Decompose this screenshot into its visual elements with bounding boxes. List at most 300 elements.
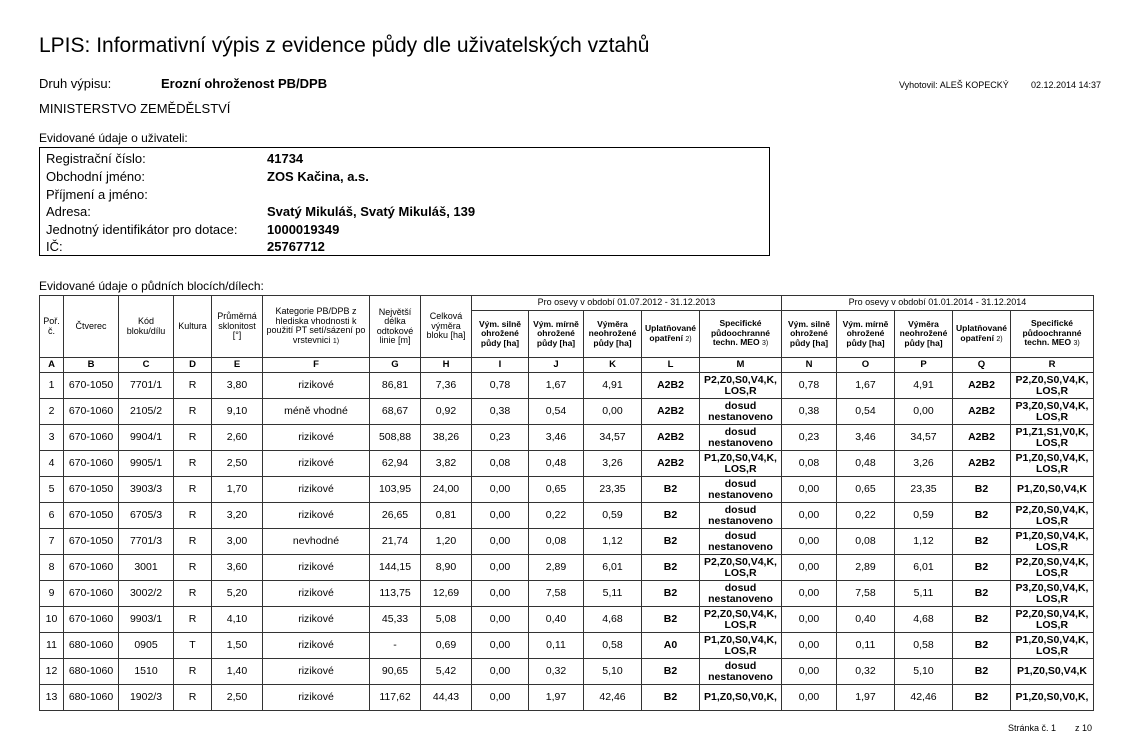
cell-uplat-2014: A2B2 [953,425,1011,451]
cell-vymera: 0,69 [421,633,472,659]
person-name-label: Příjmení a jméno: [46,187,148,202]
cell-kategorie: rizikové [263,581,370,607]
cell-kategorie: rizikové [263,607,370,633]
cell-sklon: 1,40 [212,659,263,685]
cell-neohr-2014: 0,59 [895,503,953,529]
table-row [40,529,1094,555]
cell-ctverec: 670-1060 [64,451,119,477]
cell-mirne: 0,11 [529,633,584,659]
cell-mirne-2014: 0,54 [837,399,895,425]
cell-silne-2014: 0,00 [782,581,837,607]
cell-uplat-2014: A2B2 [953,451,1011,477]
cell-kod: 0905 [119,633,174,659]
period-row [40,296,1094,311]
cell-mirne-2014: 0,08 [837,529,895,555]
page-number: Stránka č. 1 [1008,723,1057,733]
cell-sklon: 2,60 [212,425,263,451]
cell-kod: 7701/1 [119,373,174,399]
cell-uplat: B2 [642,555,700,581]
col-header-spec [700,311,782,358]
col-header-spec-2014 [1011,311,1094,358]
cell-neohr: 5,10 [584,659,642,685]
cell-delka: 113,75 [370,581,421,607]
cell-mirne: 0,08 [529,529,584,555]
col-letter: R [1011,358,1094,373]
cell-sklon: 3,60 [212,555,263,581]
cell-spec: dosud nestanoveno [700,399,782,425]
col-header-spec-2014-note: 3) [1073,340,1080,348]
cell-uplat: B2 [642,581,700,607]
identifier-value: 1000019349 [267,222,340,237]
col-header-silne-2014: Vým. silně ohrožené půdy [ha] [782,311,837,358]
cell-uplat: B2 [642,503,700,529]
cell-delka: 62,94 [370,451,421,477]
cell-neohr: 4,91 [584,373,642,399]
cell-spec-2014: P1,Z0,S0,V4,K [1011,659,1094,685]
cell-neohr-2014: 0,00 [895,399,953,425]
cell-silne-2014: 0,00 [782,633,837,659]
cell-kultura: R [174,373,212,399]
cell-kultura: R [174,399,212,425]
col-header-uplat-2014 [953,311,1011,358]
col-header-delka: Největší délka odtokové linie [m] [370,296,421,358]
cell-uplat-2014: A2B2 [953,399,1011,425]
cell-uplat: A2B2 [642,373,700,399]
cell-spec-2014: P2,Z0,S0,V4,K, LOS,R [1011,503,1094,529]
soil-blocks-table [39,295,1094,711]
cell-vymera: 12,69 [421,581,472,607]
cell-uplat: B2 [642,607,700,633]
cell-neohr: 0,59 [584,503,642,529]
cell-neohr-2014: 5,11 [895,581,953,607]
cell-kultura: R [174,607,212,633]
table-row [40,633,1094,659]
col-header-spec-2014-text: Specifické půdoochranné techn. MEO [1022,318,1082,348]
cell-spec-2014: P1,Z0,S0,V0,K, [1011,685,1094,711]
cell-mirne: 0,65 [529,477,584,503]
cell-mirne: 0,32 [529,659,584,685]
identifier-label: Jednotný identifikátor pro dotace: [46,222,238,237]
cell-ctverec: 670-1060 [64,607,119,633]
cell-uplat: A0 [642,633,700,659]
cell-sklon: 3,80 [212,373,263,399]
col-header-kultura: Kultura [174,296,212,358]
col-letter: I [472,358,529,373]
cell-kategorie: rizikové [263,477,370,503]
cell-neohr: 0,00 [584,399,642,425]
cell-vymera: 8,90 [421,555,472,581]
cell-kategorie: rizikové [263,425,370,451]
cell-delka: 68,67 [370,399,421,425]
cell-mirne: 1,67 [529,373,584,399]
table-header [40,296,1094,373]
cell-neohr-2014: 1,12 [895,529,953,555]
cell-delka: 45,33 [370,607,421,633]
cell-kategorie: rizikové [263,451,370,477]
cell-uplat: B2 [642,659,700,685]
col-header-vymera: Celková výměra bloku [ha] [421,296,472,358]
cell-mirne-2014: 0,65 [837,477,895,503]
cell-uplat: A2B2 [642,425,700,451]
cell-kod: 9904/1 [119,425,174,451]
cell-silne: 0,00 [472,477,529,503]
cell-spec-2014: P1,Z0,S0,V4,K, LOS,R [1011,633,1094,659]
cell-uplat-2014: B2 [953,477,1011,503]
cell-vymera: 0,81 [421,503,472,529]
cell-mirne: 1,97 [529,685,584,711]
cell-kultura: R [174,581,212,607]
col-header-spec-text: Specifické půdoochranné techn. MEO [710,318,771,348]
cell-delka: 21,74 [370,529,421,555]
period-header-2013: Pro osevy v období 01.07.2012 - 31.12.2013 [472,296,782,311]
cell-sklon: 2,50 [212,685,263,711]
table-body [40,373,1094,711]
registration-label: Registrační číslo: [46,151,146,166]
cell-kod: 1902/3 [119,685,174,711]
cell-spec-2014: P1,Z0,S0,V4,K [1011,477,1094,503]
cell-spec-2014: P3,Z0,S0,V4,K, LOS,R [1011,581,1094,607]
col-header-kod: Kód bloku/dílu [119,296,174,358]
cell-kod: 2105/2 [119,399,174,425]
cell-neohr: 5,11 [584,581,642,607]
cell-silne: 0,00 [472,581,529,607]
cell-uplat: B2 [642,685,700,711]
address-value: Svatý Mikuláš, Svatý Mikuláš, 139 [267,204,476,219]
user-info-box [39,147,770,256]
user-section-title: Evidované údaje o uživateli: [39,131,188,145]
ico-value: 25767712 [267,239,325,254]
report-type-label: Druh výpisu: [39,76,112,91]
cell-spec-2014: P2,Z0,S0,V4,K, LOS,R [1011,607,1094,633]
cell-sklon: 9,10 [212,399,263,425]
cell-neohr-2014: 4,68 [895,607,953,633]
cell-ctverec: 670-1050 [64,477,119,503]
cell-kod: 3903/3 [119,477,174,503]
cell-neohr: 3,26 [584,451,642,477]
table-row [40,451,1094,477]
cell-sklon: 2,50 [212,451,263,477]
cell-ctverec: 680-1060 [64,685,119,711]
cell-spec: P2,Z0,S0,V4,K, LOS,R [700,555,782,581]
col-header-spec-note: 3) [761,340,769,348]
cell-spec: dosud nestanoveno [700,529,782,555]
cell-mirne-2014: 1,97 [837,685,895,711]
cell-sklon: 1,50 [212,633,263,659]
cell-silne: 0,00 [472,633,529,659]
cell-silne-2014: 0,00 [782,607,837,633]
col-letter: N [782,358,837,373]
cell-neohr: 4,68 [584,607,642,633]
col-letter: G [370,358,421,373]
cell-neohr: 34,57 [584,425,642,451]
table-row [40,477,1094,503]
cell-spec: P2,Z0,S0,V4,K, LOS,R [700,607,782,633]
cell-silne-2014: 0,00 [782,529,837,555]
cell-uplat-2014: B2 [953,685,1011,711]
cell-por: 4 [40,451,64,477]
col-letter: J [529,358,584,373]
cell-vymera: 24,00 [421,477,472,503]
cell-silne: 0,38 [472,399,529,425]
cell-ctverec: 670-1050 [64,503,119,529]
cell-silne-2014: 0,00 [782,685,837,711]
cell-kategorie: rizikové [263,659,370,685]
cell-spec: P1,Z0,S0,V0,K, [700,685,782,711]
cell-neohr: 1,12 [584,529,642,555]
cell-spec-2014: P1,Z0,S0,V4,K, LOS,R [1011,451,1094,477]
cell-mirne: 7,58 [529,581,584,607]
table-row [40,373,1094,399]
col-header-por: Poř. č. [40,296,64,358]
cell-ctverec: 670-1050 [64,373,119,399]
created-date: 02.12.2014 14:37 [1031,80,1102,90]
cell-por: 9 [40,581,64,607]
cell-silne: 0,23 [472,425,529,451]
col-header-silne: Vým. silně ohrožené půdy [ha] [472,311,529,358]
cell-mirne-2014: 7,58 [837,581,895,607]
cell-por: 12 [40,659,64,685]
cell-silne-2014: 0,23 [782,425,837,451]
cell-neohr: 42,46 [584,685,642,711]
cell-vymera: 38,26 [421,425,472,451]
created-by: Vyhotovil: ALEŠ KOPECKÝ [899,80,1009,90]
cell-vymera: 3,82 [421,451,472,477]
cell-mirne-2014: 0,22 [837,503,895,529]
cell-silne: 0,78 [472,373,529,399]
cell-kategorie: rizikové [263,555,370,581]
address-label: Adresa: [46,204,91,219]
cell-kultura: T [174,633,212,659]
cell-uplat-2014: B2 [953,633,1011,659]
col-letter: B [64,358,119,373]
cell-mirne-2014: 2,89 [837,555,895,581]
cell-uplat: B2 [642,477,700,503]
cell-uplat-2014: B2 [953,555,1011,581]
cell-kultura: R [174,529,212,555]
cell-neohr: 23,35 [584,477,642,503]
cell-por: 11 [40,633,64,659]
cell-silne-2014: 0,38 [782,399,837,425]
cell-mirne: 0,40 [529,607,584,633]
cell-kultura: R [174,451,212,477]
cell-ctverec: 670-1060 [64,425,119,451]
cell-kategorie: méně vhodné [263,399,370,425]
table-row [40,425,1094,451]
cell-silne: 0,00 [472,555,529,581]
table-row [40,685,1094,711]
cell-mirne-2014: 0,32 [837,659,895,685]
cell-silne-2014: 0,08 [782,451,837,477]
cell-ctverec: 680-1060 [64,659,119,685]
cell-kod: 1510 [119,659,174,685]
cell-spec: dosud nestanoveno [700,581,782,607]
cell-kultura: R [174,685,212,711]
cell-por: 1 [40,373,64,399]
cell-spec: P1,Z0,S0,V4,K, LOS,R [700,451,782,477]
cell-por: 6 [40,503,64,529]
cell-kod: 3001 [119,555,174,581]
ico-label: IČ: [46,239,63,254]
cell-por: 10 [40,607,64,633]
cell-silne: 0,00 [472,685,529,711]
cell-spec-2014: P1,Z0,S0,V4,K, LOS,R [1011,529,1094,555]
cell-vymera: 5,08 [421,607,472,633]
col-header-uplat-note: 2) [685,335,692,343]
col-header-kategorie-text: Kategorie PB/DPB z hlediska vhodnosti k použití PT setí/sázení po vrstevnici [266,306,366,345]
cell-vymera: 44,43 [421,685,472,711]
cell-kultura: R [174,425,212,451]
cell-spec-2014: P1,Z1,S1,V0,K, LOS,R [1011,425,1094,451]
cell-mirne-2014: 1,67 [837,373,895,399]
cell-silne-2014: 0,00 [782,477,837,503]
cell-spec: dosud nestanoveno [700,477,782,503]
cell-kategorie: rizikové [263,503,370,529]
col-header-mirne-2014: Vým. mírně ohrožené půdy [ha] [837,311,895,358]
cell-delka: 86,81 [370,373,421,399]
cell-kod: 6705/3 [119,503,174,529]
cell-por: 2 [40,399,64,425]
cell-delka: 103,95 [370,477,421,503]
cell-kultura: R [174,555,212,581]
col-header-neohr-2014: Výměra neohrožené půdy [ha] [895,311,953,358]
col-letter: L [642,358,700,373]
cell-kultura: R [174,477,212,503]
cell-silne-2014: 0,00 [782,555,837,581]
cell-sklon: 3,20 [212,503,263,529]
cell-ctverec: 680-1060 [64,633,119,659]
cell-kategorie: nevhodné [263,529,370,555]
col-letter: K [584,358,642,373]
cell-vymera: 7,36 [421,373,472,399]
cell-mirne-2014: 0,11 [837,633,895,659]
cell-kod: 9903/1 [119,607,174,633]
col-letter: P [895,358,953,373]
col-header-sklon: Průměrná sklonitost [°] [212,296,263,358]
page-title: LPIS: Informativní výpis z evidence půdy dle uživatelských vztahů [39,34,650,57]
cell-spec: dosud nestanoveno [700,659,782,685]
cell-por: 5 [40,477,64,503]
report-type-value: Erozní ohroženost PB/DPB [161,76,328,91]
col-header-uplat [642,311,700,358]
cell-sklon: 5,20 [212,581,263,607]
col-letter: C [119,358,174,373]
cell-kategorie: rizikové [263,373,370,399]
cell-mirne-2014: 0,48 [837,451,895,477]
col-header-ctverec: Čtverec [64,296,119,358]
col-letter: O [837,358,895,373]
col-letter: D [174,358,212,373]
cell-sklon: 4,10 [212,607,263,633]
cell-kultura: R [174,503,212,529]
col-header-uplat-2014-note: 2) [996,335,1003,343]
cell-kod: 9905/1 [119,451,174,477]
col-header-neohr: Výměra neohrožené půdy [ha] [584,311,642,358]
cell-mirne-2014: 3,46 [837,425,895,451]
cell-kategorie: rizikové [263,633,370,659]
table-row [40,555,1094,581]
cell-vymera: 0,92 [421,399,472,425]
cell-por: 8 [40,555,64,581]
period-header-2014: Pro osevy v období 01.01.2014 - 31.12.2014 [782,296,1094,311]
cell-kod: 3002/2 [119,581,174,607]
col-letter: A [40,358,64,373]
cell-delka: 26,65 [370,503,421,529]
cell-neohr-2014: 6,01 [895,555,953,581]
col-header-uplat-2014-text: Uplatňované opatření [955,323,1007,343]
cell-sklon: 1,70 [212,477,263,503]
registration-value: 41734 [267,151,304,166]
cell-ctverec: 670-1050 [64,529,119,555]
page-count: z 10 [1075,723,1093,733]
cell-uplat-2014: B2 [953,581,1011,607]
cell-delka: 117,62 [370,685,421,711]
cell-silne-2014: 0,00 [782,503,837,529]
cell-neohr-2014: 23,35 [895,477,953,503]
cell-silne-2014: 0,00 [782,659,837,685]
business-name-label: Obchodní jméno: [46,169,146,184]
cell-spec: dosud nestanoveno [700,503,782,529]
cell-uplat-2014: A2B2 [953,373,1011,399]
cell-spec-2014: P2,Z0,S0,V4,K, LOS,R [1011,373,1094,399]
col-header-mirne: Vým. mírně ohrožené půdy [ha] [529,311,584,358]
cell-neohr-2014: 0,58 [895,633,953,659]
cell-delka: 90,65 [370,659,421,685]
table-row [40,659,1094,685]
cell-neohr-2014: 42,46 [895,685,953,711]
cell-delka: 508,88 [370,425,421,451]
cell-vymera: 5,42 [421,659,472,685]
cell-kultura: R [174,659,212,685]
cell-uplat: B2 [642,529,700,555]
table-row [40,503,1094,529]
col-letter: M [700,358,782,373]
col-header-kategorie [263,296,370,358]
cell-mirne: 3,46 [529,425,584,451]
cell-sklon: 3,00 [212,529,263,555]
cell-silne: 0,00 [472,607,529,633]
cell-silne: 0,00 [472,659,529,685]
col-letter: H [421,358,472,373]
cell-mirne: 0,22 [529,503,584,529]
col-header-kategorie-note: 1) [332,337,340,345]
cell-neohr: 0,58 [584,633,642,659]
cell-mirne: 0,54 [529,399,584,425]
col-letter: F [263,358,370,373]
cell-neohr-2014: 4,91 [895,373,953,399]
cell-por: 7 [40,529,64,555]
cell-spec: P2,Z0,S0,V4,K, LOS,R [700,373,782,399]
cell-por: 13 [40,685,64,711]
cell-uplat-2014: B2 [953,659,1011,685]
business-name-value: ZOS Kačina, a.s. [267,169,369,184]
cell-neohr-2014: 3,26 [895,451,953,477]
cell-silne-2014: 0,78 [782,373,837,399]
cell-silne: 0,08 [472,451,529,477]
cell-neohr-2014: 34,57 [895,425,953,451]
table-row [40,607,1094,633]
cell-ctverec: 670-1060 [64,399,119,425]
column-letters-row [40,358,1094,373]
cell-silne: 0,00 [472,529,529,555]
blocks-section-title: Evidované údaje o půdních blocích/dílech: [39,279,264,293]
cell-uplat-2014: B2 [953,607,1011,633]
cell-mirne: 2,89 [529,555,584,581]
cell-mirne: 0,48 [529,451,584,477]
cell-uplat: A2B2 [642,399,700,425]
organization: MINISTERSTVO ZEMĚDĚLSTVÍ [39,101,231,116]
cell-neohr-2014: 5,10 [895,659,953,685]
cell-uplat-2014: B2 [953,529,1011,555]
